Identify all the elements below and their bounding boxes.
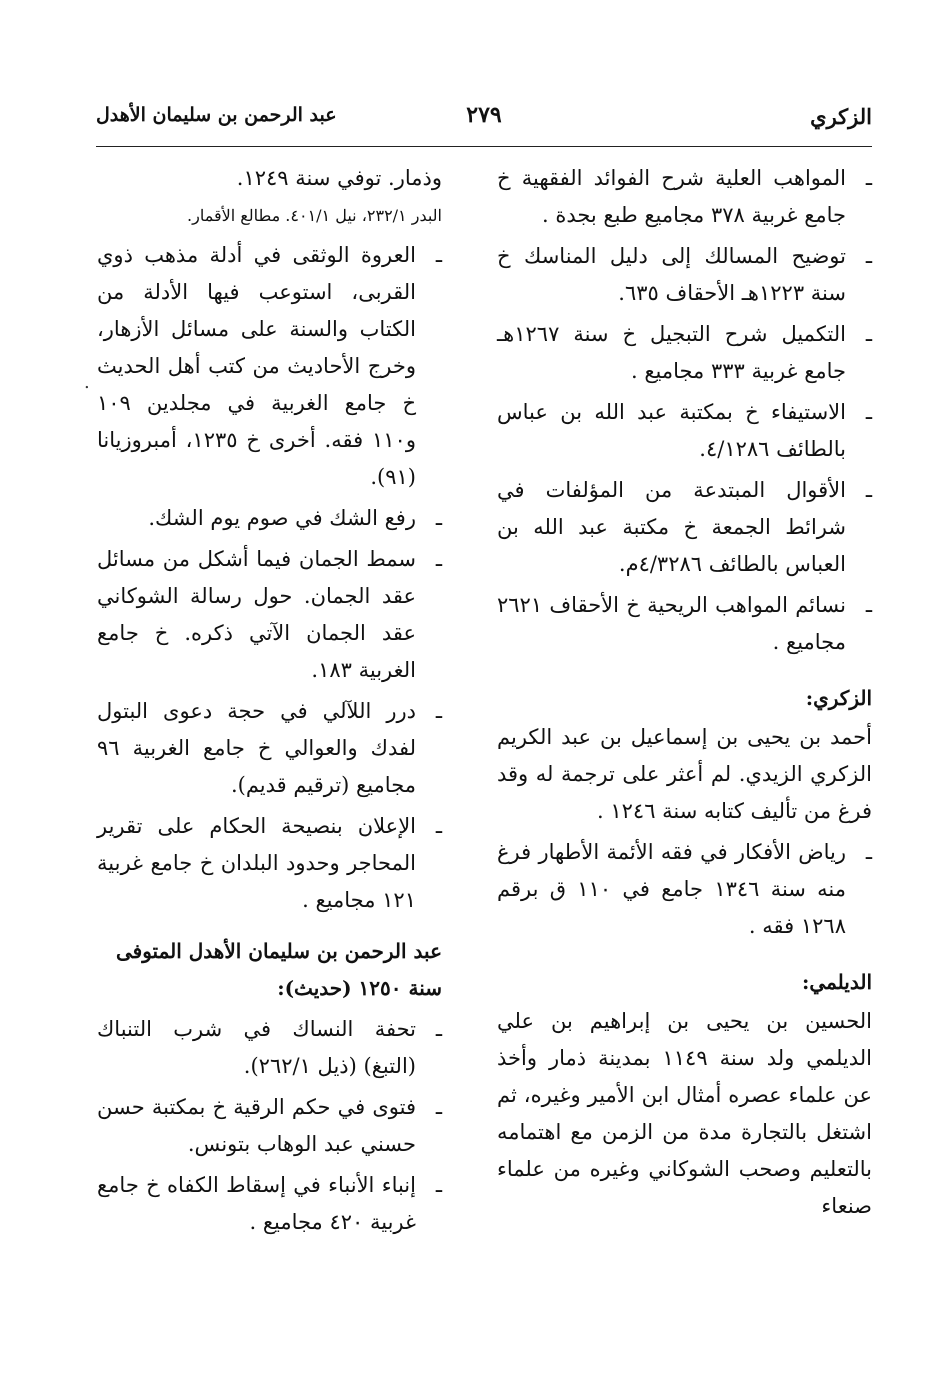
source-references: البدر ٢٣٢/١، نيل ٤٠١/١. مطالع الأقمار. <box>187 206 442 225</box>
right-column <box>497 160 872 1229</box>
list-item: ـ تحفة النساك في شرب التنباك (التبغ) (ذيل ٢٦٢/١). <box>97 1017 442 1078</box>
page-number: ٢٧٩ <box>466 102 502 128</box>
list-item: ـ إنباء الأنباء في إسقاط الكفاه خ جامع غربية ٤٢٠ مجاميع . <box>97 1173 442 1234</box>
biography-heading-ahdal: عبد الرحمن بن سليمان الأهدل المتوفى سنة ١٢٥٠ (حديث): <box>115 939 442 1000</box>
list-item: ـ توضيح المسالك إلى دليل المناسك خ سنة ١٢٢٣هـ الأحقاف ٦٣٥. <box>497 244 872 305</box>
margin-mark: . <box>84 372 90 393</box>
header-section-name: الزكري <box>810 104 872 129</box>
left-column <box>97 160 442 1245</box>
list-item: ـ الأقوال المبتدعة من المؤلفات في شرائط الجمعة خ مكتبة عبد الله بن العباس بالطائف ٤/٣٢٨٦م. <box>497 478 872 576</box>
list-item: ـ سمط الجمان فيما أشكل من مسائل عقد الجمان. حول رسالة الشوكاني عقد الجمان الآتي ذكره. خ جامع الغربية ١٨٣. <box>97 547 442 682</box>
list-item: ـ المواهب العلية شرح الفوائد الفقهية خ جامع غربية ٣٧٨ مجاميع طبع بجدة . <box>497 166 872 227</box>
list-item: ـ رفع الشك في صوم يوم الشك. <box>148 506 442 530</box>
section-title-daylami: الديلمي: <box>802 970 872 994</box>
list-item: ـ درر اللآلي في حجة دعوى البتول لفدك والعوالي خ جامع الغربية ٩٦ مجاميع (ترقيم قديم). <box>97 699 442 797</box>
list-item: ـ نسائم المواهب الريحية خ الأحقاف ٢٦٢١ مجاميع . <box>497 593 872 654</box>
list-item: ـ التكميل شرح التبجيل خ سنة ١٢٦٧هـ جامع غربية ٣٣٣ مجاميع . <box>497 322 872 383</box>
header-running-title: عبد الرحمن بن سليمان الأهدل <box>96 104 337 126</box>
list-item: ـ فتوى في حكم الرقية خ بمكتبة حسن حسني عبد الوهاب بتونس. <box>97 1095 442 1156</box>
continuation-text: وذمار. توفي سنة ١٢٤٩. <box>236 166 442 190</box>
list-item: ـ الإعلان بنصيحة الحكام على تقرير المحاجر وحدود البلدان خ جامع غربية ١٢١ مجاميع . <box>97 814 442 912</box>
list-item: ـ العروة الوثقى في أدلة مذهب ذوي القربى، استوعب فيها الأدلة من الكتاب والسنة على مسائل الأزهار، وخرج الأحاديث من كتب أهل الحديث خ جامع الغربية في مجلدين ١٠٩ و١١٠ فقه. أخرى خ ١٢٣٥، أمبروزيانا (٩١). <box>97 243 442 489</box>
list-item: ـ رياض الأفكار في فقه الأئمة الأطهار فرغ منه سنة ١٣٤٦ جامع في ١١٠ ق برقم ١٢٦٨ فقه . <box>497 840 872 938</box>
biography-paragraph: الحسين بن يحيى بن إبراهيم بن علي الديلمي ولد سنة ١١٤٩ بمدينة ذمار وأخذ عن علماء عصره أمثال ابن الأمير وغيره، ثم اشتغل بالتجارة مدة من الزمن مع اهتمامه بالتعليم وصحب الشوكاني وغيره من علماء صنعاء <box>497 1009 872 1218</box>
section-title-zakari: الزكري: <box>805 686 872 710</box>
biography-paragraph: أحمد بن يحيى بن إسماعيل بن عبد الكريم الزكري الزيدي. لم أعثر على ترجمة له وقد فرغ من تأليف كتابه سنة ١٢٤٦ . <box>497 725 872 823</box>
page-header <box>96 100 872 147</box>
list-item: ـ الاستيفاء خ بمكتبة عبد الله بن عباس بالطائف ٤/١٢٨٦. <box>497 400 872 461</box>
